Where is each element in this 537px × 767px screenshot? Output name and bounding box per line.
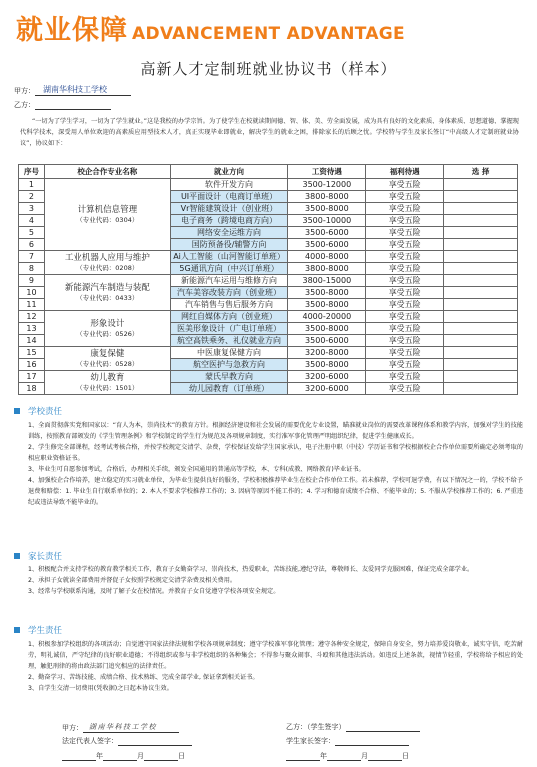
sign-b-rep-blank[interactable]: [335, 738, 409, 746]
table-row: [19, 179, 518, 191]
salary-cell: 3500-8000: [288, 299, 366, 311]
row-number: 7: [19, 251, 45, 263]
salary-cell: 3200-6000: [288, 371, 366, 383]
sign-a-label: 甲方：: [62, 724, 83, 732]
direction-cell: 蒙氏早教方向: [170, 371, 288, 383]
choice-cell[interactable]: [444, 215, 518, 227]
major-code: （专业代码：0304）: [76, 215, 139, 224]
direction-cell: 航空高铁乘务、礼仪就业方向: [170, 335, 288, 347]
header-no: 序号: [19, 165, 45, 179]
salary-cell: 4000-8000: [288, 251, 366, 263]
choice-cell[interactable]: [444, 191, 518, 203]
party-b-blank[interactable]: [35, 102, 111, 110]
salary-cell: 3200-8000: [288, 347, 366, 359]
sign-b-date: [286, 751, 409, 761]
square-bullet-icon: [14, 627, 20, 633]
choice-cell[interactable]: [444, 311, 518, 323]
salary-cell: 3500-6000: [288, 335, 366, 347]
list-item: [18, 420, 523, 442]
choice-cell[interactable]: [444, 275, 518, 287]
header-banner: [16, 8, 405, 46]
welfare-cell: 享受五险: [366, 335, 444, 347]
salary-cell: 3500-10000: [288, 215, 366, 227]
direction-cell: 国防预备役/辅警方向: [170, 239, 288, 251]
school-item-3: 3、毕业生可自愿参加考试，合格后，办理相关手续，颁发全国通用的普通高等学校，本、专科(成教、网络教育)毕业证书。: [28, 466, 365, 473]
students-items: [18, 639, 523, 694]
party-a-label: 甲方：: [14, 87, 35, 95]
sign-a-date: [62, 751, 185, 761]
choice-cell[interactable]: [444, 251, 518, 263]
list-item: [18, 564, 523, 575]
welfare-cell: 享受五险: [366, 239, 444, 251]
majors-body: [19, 179, 518, 395]
parents-item-1: 1、积极配合并支持学校的教育教学相关工作，教育子女勤奋学习、崇尚技术，热爱职业，苦练技能,遵纪守法，尊敬师长、友爱同学克服困难，保证完成全部学业。: [28, 566, 474, 573]
list-item: [18, 464, 523, 475]
list-item: [18, 586, 523, 597]
header-welfare: 福利待遇: [366, 165, 444, 179]
brand-en: ADVANCEMENT ADVANTAGE: [132, 24, 405, 44]
direction-cell: 幼儿园教育（订单班）: [170, 383, 288, 395]
welfare-cell: 享受五险: [366, 227, 444, 239]
major-name: 幼儿教育: [90, 372, 125, 383]
table-row: [19, 251, 518, 263]
choice-cell[interactable]: [444, 383, 518, 395]
major-cell: [44, 251, 170, 275]
direction-cell: Vr智能建筑设计（创业班）: [170, 203, 288, 215]
welfare-cell: 享受五险: [366, 287, 444, 299]
welfare-cell: 享受五险: [366, 383, 444, 395]
row-number: 15: [19, 347, 45, 359]
section-school-label: 学校责任: [28, 407, 63, 417]
sign-b-label: 乙方：（学生签字）: [286, 723, 346, 731]
section-parents-label: 家长责任: [28, 552, 63, 562]
party-a-value: 湖南华科技工学校: [35, 84, 131, 96]
sign-party-b: [286, 722, 420, 732]
day-blank[interactable]: [368, 753, 402, 761]
choice-cell[interactable]: [444, 179, 518, 191]
row-number: 4: [19, 215, 45, 227]
salary-cell: 3500-6000: [288, 239, 366, 251]
year-blank[interactable]: [286, 753, 320, 761]
choice-cell[interactable]: [444, 287, 518, 299]
row-number: 8: [19, 263, 45, 275]
table-row: [19, 347, 518, 359]
choice-cell[interactable]: [444, 347, 518, 359]
table-row: [19, 275, 518, 287]
direction-cell: 网红自媒体方向（创业班）: [170, 311, 288, 323]
square-bullet-icon: [14, 408, 20, 414]
direction-cell: 汽车美容改装方向（创业班）: [170, 287, 288, 299]
row-number: 14: [19, 335, 45, 347]
sign-a-rep-blank[interactable]: [118, 738, 192, 746]
row-number: 1: [19, 179, 45, 191]
salary-cell: 3500-8000: [288, 203, 366, 215]
major-name: 计算机信息管理: [77, 204, 138, 215]
choice-cell[interactable]: [444, 227, 518, 239]
school-item-4: 4、加强校企合作培养，建立稳定的实习就业单位，为毕业生提供良好的服务，学校积极推荐毕业生在校企合作单位工作。若未推荐，学校可退学费，有以下情况之一的，学校不给予退费和赔偿：1. 毕业生自行联系单位的；2. 本人不要求学校推荐工作的；3. 因病等原因不能工作的；4. 学习和德育成绩不合格、不能毕业的；5. 不服从学校推荐工作的；6. 严重违纪或违法导致不能毕业的。: [28, 477, 523, 506]
major-name: 工业机器人应用与维护: [64, 252, 150, 263]
table-header-row: [19, 165, 518, 179]
welfare-cell: 享受五险: [366, 203, 444, 215]
school-item-1: 1、全面贯彻落实党和国家以：“育人为本，崇尚技术”的教育方针。根据经济建设和社会发展的需要优化专业设置，瞄准就业岗位的需要改革课程体系和教学内容，加强对学生的技能训练，按照教育部颁发的《学生管理条例》和学校制定的学生行为规范及各项规章制度，实行准军事化管理严明组织纪律，促进学生健康成长。: [28, 422, 523, 440]
direction-cell: UI平面设计（电商订单班）: [170, 191, 288, 203]
section-students-title: [14, 624, 62, 636]
welfare-cell: 享受五险: [366, 275, 444, 287]
list-item: [18, 475, 523, 508]
majors-table: [18, 164, 518, 395]
welfare-cell: 享受五险: [366, 371, 444, 383]
major-code: （专业代码：0208）: [76, 263, 139, 272]
party-b-label: 乙方：: [14, 101, 35, 109]
choice-cell[interactable]: [444, 263, 518, 275]
direction-cell: 汽车销售与售后服务方向: [170, 299, 288, 311]
month-label: 月: [361, 752, 368, 760]
direction-cell: 中医康复保健方向: [170, 347, 288, 359]
choice-cell[interactable]: [444, 203, 518, 215]
choice-cell[interactable]: [444, 359, 518, 371]
major-name: 新能源汽车制造与装配: [64, 282, 150, 293]
day-blank[interactable]: [144, 753, 178, 761]
section-school-title: [14, 405, 62, 417]
salary-cell: 3500-6000: [288, 227, 366, 239]
sign-b-rep: [286, 736, 409, 746]
year-label: 年: [320, 752, 327, 760]
major-cell: [44, 311, 170, 347]
welfare-cell: 享受五险: [366, 215, 444, 227]
major-name: 形象设计: [90, 318, 125, 329]
row-number: 9: [19, 275, 45, 287]
row-number: 6: [19, 239, 45, 251]
welfare-cell: 享受五险: [366, 311, 444, 323]
major-cell: [44, 347, 170, 371]
salary-cell: 4000-20000: [288, 311, 366, 323]
choice-cell[interactable]: [444, 371, 518, 383]
parents-item-2: 2、承担子女就读全部费用并督促子女按照学校规定交清学杂费及相关费用。: [28, 577, 237, 584]
welfare-cell: 享受五险: [366, 251, 444, 263]
intro-paragraph: “一切为了学生学习，一切为了学生就业。”这是我校的办学宗旨。为了使学生在校就读期间德、智、体、美、劳全面发展，成为具有良好的文化素质、身体素质、思想道德、掌握现代科学技术，深受用人单位欢迎的高素质应用型技术人才，真正实现毕业即就业，解决学生的就业之困，排除家长的后顾之忧。学校特与学生及家长签订“中高级人才定制班就业协议”，协议如下：: [20, 118, 519, 147]
welfare-cell: 享受五险: [366, 299, 444, 311]
list-item: [18, 442, 523, 464]
choice-cell[interactable]: [444, 239, 518, 251]
salary-cell: 3800-8000: [288, 263, 366, 275]
sign-a-rep: [62, 736, 192, 746]
list-item: [18, 683, 523, 694]
brand-cn: 就业保障: [16, 15, 128, 46]
major-code: （专业代码：0526）: [76, 329, 139, 338]
welfare-cell: 享受五险: [366, 347, 444, 359]
month-blank[interactable]: [103, 753, 137, 761]
party-a: [14, 84, 131, 96]
salary-cell: 3200-6000: [288, 383, 366, 395]
table-row: [19, 371, 518, 383]
year-blank[interactable]: [62, 753, 96, 761]
year-label: 年: [96, 752, 103, 760]
major-code: （专业代码：0528）: [76, 359, 139, 368]
direction-cell: 5G通讯方向（中兴订单班）: [170, 263, 288, 275]
list-item: [18, 575, 523, 586]
students-item-1: 1、积极参加学校组织的各项活动；自觉遵守国家法律法规和学校各项规章制度；遵守学校准军事化管理；遵守各种安全规定，保障自身安全，努力培养爱岗敬业，诚实守信，吃苦耐劳，明礼诚信，严守纪律的良好职业道德；不得组织或参与非学校组织的各种集会；不得参与聚众闹事、斗殴和其他违法活动。如违反上述条款，视情节轻重，学校将给予相应的处理，触犯刑律的将由政法部门追究相应的法律责任。: [28, 641, 523, 670]
parents-item-3: 3、经常与学校联系沟通，及时了解子女在校情况。并教育子女自觉遵守学校各项安全规定。: [28, 588, 280, 595]
direction-cell: 网络安全运维方向: [170, 227, 288, 239]
row-number: 11: [19, 299, 45, 311]
salary-cell: 3500-12000: [288, 179, 366, 191]
month-label: 月: [137, 752, 144, 760]
sign-b-rep-label: 学生家长签字：: [286, 737, 335, 745]
sign-a-rep-label: 法定代表人签字：: [62, 737, 118, 745]
major-code: （专业代码：1501）: [76, 383, 139, 392]
section-parents-title: [14, 550, 62, 562]
row-number: 3: [19, 203, 45, 215]
major-cell: [44, 275, 170, 311]
square-bullet-icon: [14, 553, 20, 559]
major-cell: [44, 179, 170, 251]
welfare-cell: 享受五险: [366, 359, 444, 371]
students-item-3: 3、自学生交清一切费用(凭收据)之日起本协议生效。: [28, 685, 173, 692]
salary-cell: 3800-8000: [288, 191, 366, 203]
major-cell: [44, 371, 170, 395]
header-major: 校企合作专业名称: [44, 165, 170, 179]
row-number: 12: [19, 311, 45, 323]
major-code: （专业代码：0433）: [76, 293, 139, 302]
choice-cell[interactable]: [444, 335, 518, 347]
choice-cell[interactable]: [444, 299, 518, 311]
school-items: [18, 420, 523, 508]
header-choice: 选 择: [444, 165, 518, 179]
parents-items: [18, 564, 523, 597]
row-number: 18: [19, 383, 45, 395]
row-number: 2: [19, 191, 45, 203]
direction-cell: 新能源汽车运用与维修方向: [170, 275, 288, 287]
header-direction: 就业方向: [170, 165, 288, 179]
section-students-label: 学生责任: [28, 626, 63, 636]
row-number: 10: [19, 287, 45, 299]
document-title: 高新人才定制班就业协议书（样本）: [140, 60, 397, 78]
table-row: [19, 311, 518, 323]
welfare-cell: 享受五险: [366, 323, 444, 335]
party-b: [14, 100, 111, 110]
students-item-2: 2、勤奋学习、苦练技能、成绩合格、技术熟练、完成全部学业, 保证拿到相关证书。: [28, 674, 259, 681]
salary-cell: 3800-15000: [288, 275, 366, 287]
row-number: 13: [19, 323, 45, 335]
day-label: 日: [402, 752, 409, 760]
sign-b-blank[interactable]: [346, 724, 420, 732]
direction-cell: 软件开发方向: [170, 179, 288, 191]
direction-cell: 电子商务（跨境电商方向）: [170, 215, 288, 227]
list-item: [18, 672, 523, 683]
direction-cell: 医美形象设计（广电订单班）: [170, 323, 288, 335]
row-number: 5: [19, 227, 45, 239]
school-item-2: 2、学生修完全部课程，经考试考核合格，并按学校规定交清学、杂费，学校保证发给学生国家承认，电子注册中职（中技）学历证书和学校根据校企合作单位需要所确定必须考取的相应职业资格证书。: [28, 444, 523, 462]
direction-cell: Ai人工智能（山河智能订单班）: [170, 251, 288, 263]
salary-cell: 3500-8000: [288, 287, 366, 299]
day-label: 日: [178, 752, 185, 760]
row-number: 16: [19, 359, 45, 371]
salary-cell: 3500-8000: [288, 359, 366, 371]
row-number: 17: [19, 371, 45, 383]
salary-cell: 3500-8000: [288, 323, 366, 335]
choice-cell[interactable]: [444, 323, 518, 335]
major-name: 康复保健: [90, 348, 125, 359]
sign-a-value: 湖南华科技工学校: [83, 722, 179, 733]
header-salary: 工资待遇: [288, 165, 366, 179]
sign-party-a: [62, 722, 179, 733]
list-item: [18, 639, 523, 672]
welfare-cell: 享受五险: [366, 179, 444, 191]
month-blank[interactable]: [327, 753, 361, 761]
welfare-cell: 享受五险: [366, 191, 444, 203]
direction-cell: 航空医护与急救方向: [170, 359, 288, 371]
welfare-cell: 享受五险: [366, 263, 444, 275]
